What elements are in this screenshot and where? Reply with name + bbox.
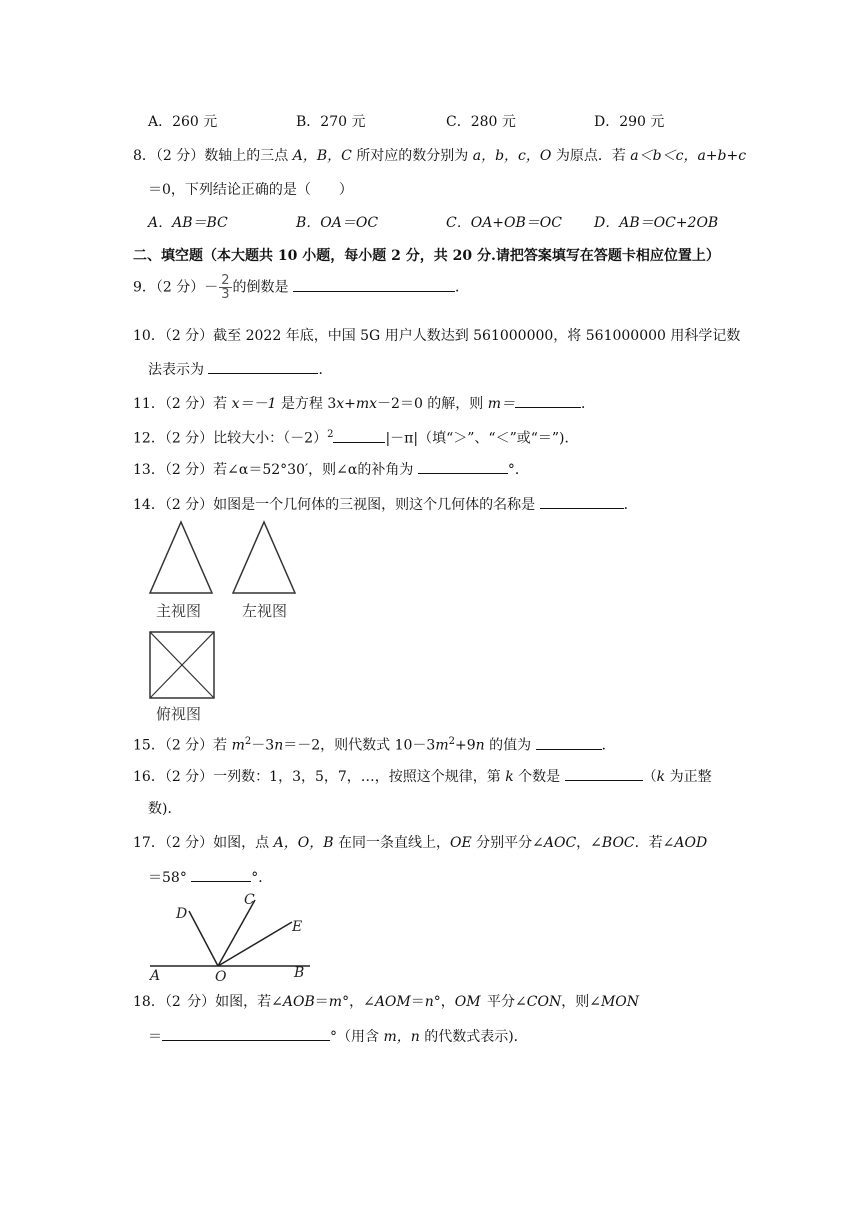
q8-line1: 8．（2 分）数轴上的三点 A，B，C 所对应的数分别为 a，b，c，O 为原点．若 a＜b＜c，a+b+c bbox=[133, 148, 747, 164]
top-view-label: 俯视图 bbox=[156, 705, 202, 723]
q16-line1: 16．（2 分）一列数：1，3，5，7，…，按照这个规律，第 k 个数是 （k 为正整 bbox=[133, 766, 712, 787]
q8-option-c: C．OA+OB＝OC bbox=[446, 215, 562, 231]
front-view-label: 主视图 bbox=[156, 602, 202, 620]
angle-figure bbox=[140, 888, 320, 983]
answer-blank bbox=[515, 393, 581, 408]
ray-od bbox=[189, 911, 218, 966]
label-e: E bbox=[292, 919, 303, 935]
q11: 11．（2 分）若 x＝－1 是方程 3x+mx－2＝0 的解，则 m＝ ． bbox=[133, 393, 595, 414]
left-view-triangle bbox=[233, 522, 295, 593]
answer-blank bbox=[540, 494, 624, 509]
q17-line2: ＝58° °． bbox=[148, 867, 272, 888]
label-a: A bbox=[150, 968, 161, 983]
q13: 13．（2 分）若∠α＝52°30′，则∠α的补角为 °． bbox=[133, 459, 529, 480]
front-view-triangle bbox=[150, 522, 212, 593]
label-c: C bbox=[244, 892, 255, 908]
answer-blank bbox=[293, 277, 455, 292]
answer-blank bbox=[333, 428, 385, 443]
fraction: $\frac{2}{3}$ bbox=[221, 273, 230, 302]
answer-blank bbox=[536, 735, 602, 750]
q15: 15．（2 分）若 $m^2-3n=-2$，则代数式 $10-3m^2+9n$ 的值为 ． bbox=[133, 736, 616, 754]
answer-blank bbox=[208, 359, 318, 374]
q7-option-a: A．260 元 bbox=[148, 114, 218, 130]
q7-option-c: C．280 元 bbox=[446, 114, 516, 130]
label-o: O bbox=[215, 969, 227, 983]
label-d: D bbox=[176, 906, 188, 922]
section-title: 二、填空题（本大题共 10 小题，每小题 2 分，共 20 分.请把答案填写在答题卡相应位置上） bbox=[133, 248, 720, 264]
answer-blank bbox=[162, 1026, 330, 1041]
label-b: B bbox=[294, 965, 305, 981]
q18-line1: 18．（2 分）如图，若∠AOB＝m°，∠AOM＝n°，OM 平分∠CON，则∠MON bbox=[133, 994, 640, 1010]
three-view-front-left bbox=[148, 520, 298, 600]
q8-line2: ＝0，下列结论正确的是（ ） bbox=[148, 182, 353, 198]
left-view-label: 左视图 bbox=[242, 602, 288, 620]
q17-line1: 17．（2 分）如图，点 A，O，B 在同一条直线上，OE 分别平分∠AOC，∠BOC．若∠AOD bbox=[133, 835, 708, 851]
q8-option-b: B．OA＝OC bbox=[296, 215, 379, 231]
q18-line2: ＝ °（用含 m，n 的代数式表示)． bbox=[148, 1026, 528, 1047]
answer-blank bbox=[565, 766, 643, 781]
q12: 12．（2 分）比较大小：$(-2)^2$ |－π|（填“＞”、“＜”或“＝”)． bbox=[133, 429, 579, 447]
ray-oc bbox=[218, 900, 255, 966]
q10-line1: 10．（2 分）截至 2022 年底，中国 5G 用户人数达到 561000000，将 561000000 用科学记数 bbox=[133, 328, 741, 344]
q7-option-d: D．290 元 bbox=[594, 114, 665, 130]
q8-option-a: A．AB＝BC bbox=[148, 215, 228, 231]
q7-option-b: B．270 元 bbox=[296, 114, 366, 130]
top-view bbox=[148, 630, 218, 700]
q14: 14．（2 分）如图是一个几何体的三视图，则这个几何体的名称是 ． bbox=[133, 494, 638, 515]
answer-blank bbox=[418, 459, 508, 474]
q10-line2: 法表示为 ． bbox=[148, 359, 332, 380]
answer-blank bbox=[191, 867, 251, 882]
ray-oe bbox=[218, 922, 292, 966]
q16-line2: 数)． bbox=[148, 801, 182, 817]
q9: 9．（2 分）－ $\frac{2}{3}$ 的倒数是 ． bbox=[133, 273, 469, 302]
q8-option-d: D．AB＝OC+2OB bbox=[594, 215, 719, 231]
